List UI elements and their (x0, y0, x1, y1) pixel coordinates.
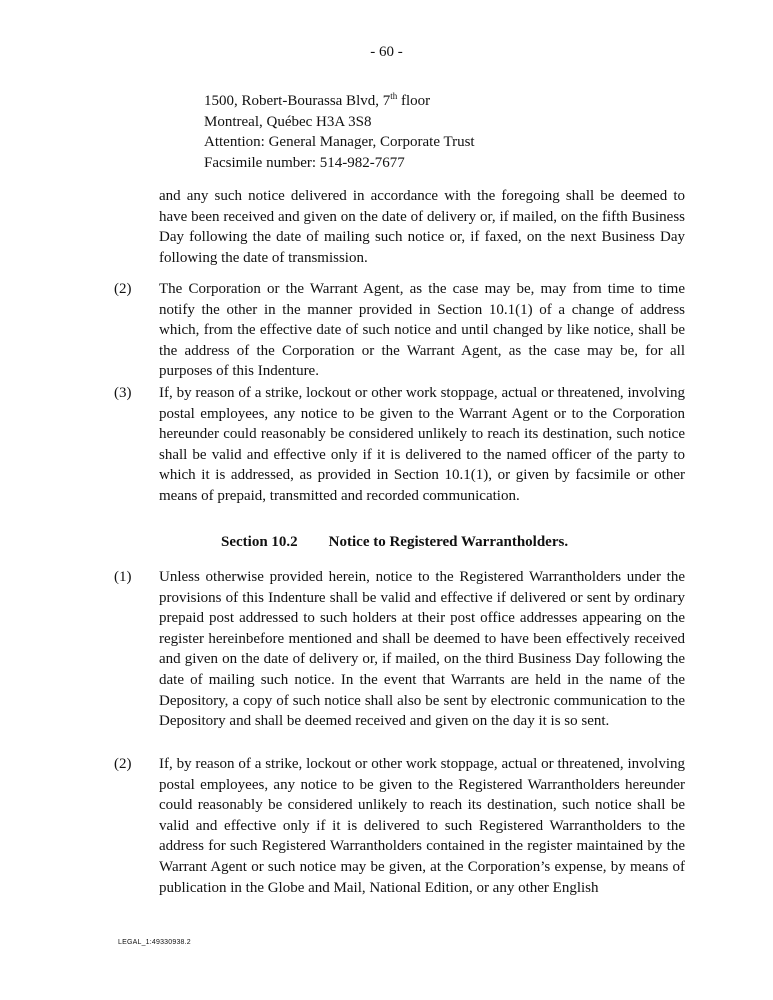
clause-number: (1) (114, 569, 132, 585)
section-title: Notice to Registered Warrantholders. (328, 534, 569, 550)
delivery-paragraph: and any such notice delivered in accordance with the foregoing shall be deemed to have been received and given on the date of delivery or, if mailed, on the fifth Business Day following the date of mailing such notice or, if faxed, on the next Business Day following the date of transmission. (159, 188, 685, 266)
clause-text-strike-notice-holders: If, by reason of a strike, lockout or other work stoppage, actual or threatened, involving postal employees, any notice to be given to the Registered Warrantholders hereunder could reasonably be considered unlikely to reach its destination, such notice shall be valid and effective only if it is delivered to such Registered Warrantholders to the address for such Registered Warrantholders contained in the register maintained by the Warrant Agent or such notice may be given, at the Corporation’s expense, by means of publication in the Globe and Mail, National Edition, or any other English (159, 756, 685, 896)
clause-text-strike-notice: If, by reason of a strike, lockout or other work stoppage, actual or threatened, involving postal employees, any notice to be given to the Warrant Agent or to the Corporation hereunder could reasonably be considered unlikely to reach its destination, such notice shall be valid and effective only if it is delivered to the named officer of the party to which it is addressed, as provided in Section 10.1(1), or given by facsimile or other means of prepaid, transmitted and recorded communication. (159, 385, 685, 504)
address-line-street (204, 91, 475, 112)
address-street-text: 1500, Robert-Bourassa Blvd, 7 (204, 93, 391, 109)
address-floor-text: floor (397, 93, 431, 109)
address-line-city: Montreal, Québec H3A 3S8 (204, 113, 372, 130)
page-number: - 60 - (370, 44, 403, 60)
section-number: Section 10.2 (221, 534, 298, 550)
clause-text-notice-to-holders: Unless otherwise provided herein, notice to the Registered Warrantholders under the provisions of this Indenture shall be valid and effective if delivered or sent by ordinary prepaid post addressed to such holders at their post office addresses appearing on the register hereinbefore mentioned and shall be deemed to have been effectively received and given on the date of delivery or, if mailed, on the third Business Day following the date of mailing such notice. In the event that Warrants are held in the name of the Depository, a copy of such notice shall also be sent by electronic communication to the Depository and shall be deemed received and given on the day it is so sent. (159, 569, 685, 730)
section-heading (221, 532, 568, 552)
address-line-fax: Facsimile number: 514-982-7677 (204, 154, 405, 171)
address-line-attention: Attention: General Manager, Corporate Trust (204, 134, 475, 150)
address-block (204, 91, 475, 173)
clause-number: (2) (114, 756, 132, 772)
clause-number: (3) (114, 385, 132, 401)
footer-document-code: LEGAL_1:49330938.2 (118, 939, 191, 946)
address-floor-superscript: th (390, 91, 398, 101)
clause-text-change-of-address: The Corporation or the Warrant Agent, as the case may be, may from time to time notify the other in the manner provided in Section 10.1(1) of a change of address which, from the effective date of such notice and until changed by like notice, shall be the address of the Corporation or the Warrant Agent, as the case may be, for all purposes of this Indenture. (159, 281, 685, 380)
clause-number: (2) (114, 281, 132, 297)
